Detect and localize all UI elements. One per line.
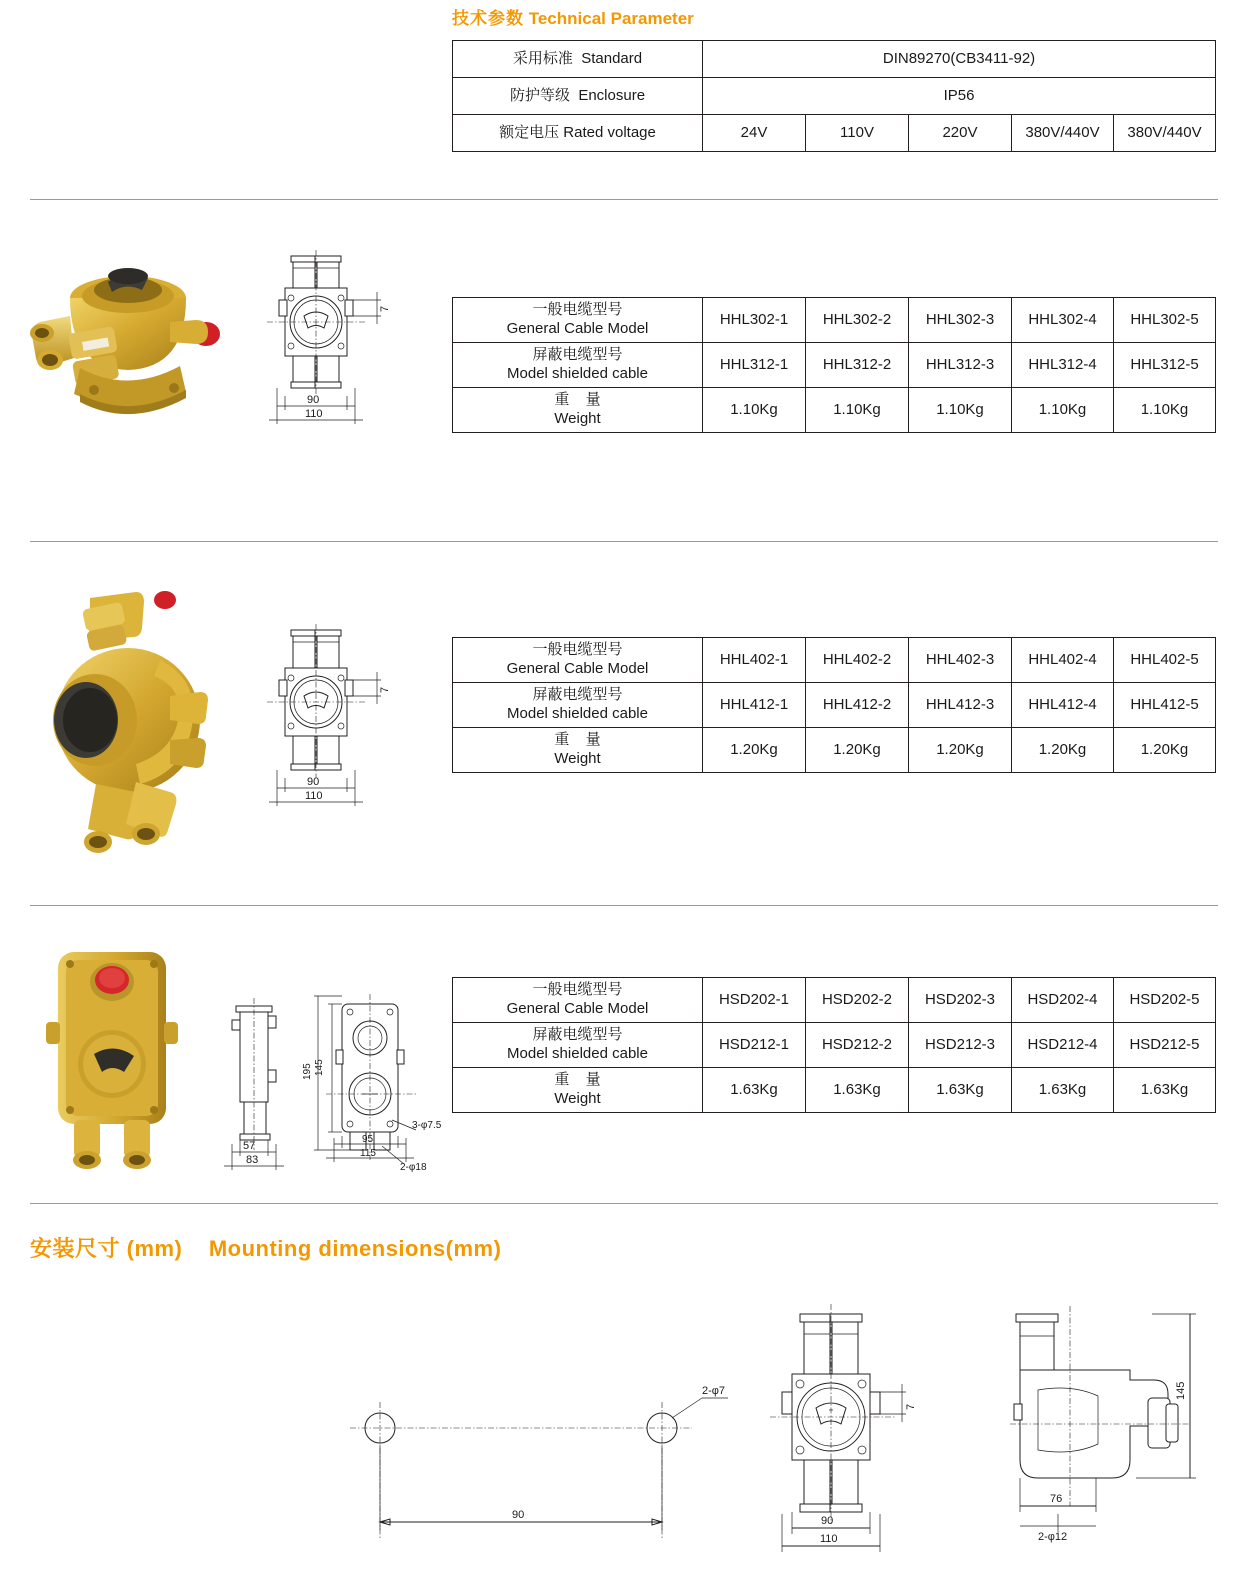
technical-parameter-title (452, 4, 694, 29)
svg-text:83: 83 (246, 1154, 259, 1166)
divider (30, 1203, 1218, 1204)
svg-text:145: 145 (1175, 1381, 1187, 1400)
svg-text:7: 7 (905, 1403, 917, 1410)
table-row (453, 41, 1216, 78)
model-cell: HHL302-1 (703, 298, 806, 343)
svg-text:90: 90 (821, 1515, 834, 1527)
weight-cell: 1.10Kg (806, 388, 909, 433)
model-cell: HHL412-3 (909, 683, 1012, 728)
model-cell: HSD202-4 (1012, 978, 1114, 1023)
weight-cell: 1.63Kg (1114, 1068, 1216, 1113)
model-cell: HHL312-1 (703, 343, 806, 388)
model-cell: HHL312-3 (909, 343, 1012, 388)
model-cell: HHL302-2 (806, 298, 909, 343)
model-cell: HSD202-2 (806, 978, 909, 1023)
weight-cell: 1.20Kg (1012, 728, 1114, 773)
mounting-title-en: Mounting dimensions(mm) (208, 1236, 502, 1261)
table-row (453, 78, 1216, 115)
table-row (453, 978, 1216, 1023)
table-row (453, 683, 1216, 728)
weight-label: 重 量 Weight (453, 1068, 703, 1113)
weight-cell: 1.20Kg (806, 728, 909, 773)
weight-cell: 1.20Kg (909, 728, 1012, 773)
svg-text:90: 90 (307, 394, 320, 406)
model-table-hhl302 (452, 297, 1216, 433)
shielded-cable-model-label: 屏蔽电缆型号 Model shielded cable (453, 683, 703, 728)
product-photo-hhl302 (20, 238, 235, 433)
table-row (453, 115, 1216, 152)
svg-text:90: 90 (512, 1509, 525, 1521)
svg-text:145: 145 (314, 1059, 325, 1076)
divider (30, 541, 1218, 542)
shielded-cable-model-label: 屏蔽电缆型号 Model shielded cable (453, 343, 703, 388)
model-cell: HHL302-3 (909, 298, 1012, 343)
model-cell: HSD212-5 (1114, 1023, 1216, 1068)
svg-text:57: 57 (243, 1140, 256, 1152)
model-cell: HHL312-2 (806, 343, 909, 388)
model-cell: HSD212-3 (909, 1023, 1012, 1068)
model-cell: HHL412-2 (806, 683, 909, 728)
svg-text:2-φ12: 2-φ12 (1038, 1531, 1068, 1543)
product-photo-hhl402 (20, 570, 235, 870)
enclosure-value: IP56 (703, 78, 1216, 115)
model-cell: HHL412-1 (703, 683, 806, 728)
model-cell: HHL402-5 (1114, 638, 1216, 683)
technical-parameter-table (452, 40, 1216, 152)
model-cell: HHL402-3 (909, 638, 1012, 683)
weight-cell: 1.20Kg (703, 728, 806, 773)
svg-text:195: 195 (302, 1063, 313, 1080)
model-cell: HSD202-5 (1114, 978, 1216, 1023)
weight-label: 重 量 Weight (453, 388, 703, 433)
model-cell: HHL302-4 (1012, 298, 1114, 343)
svg-text:2-φ18: 2-φ18 (400, 1162, 427, 1173)
svg-text:3-φ7.5: 3-φ7.5 (412, 1120, 442, 1131)
table-row (453, 728, 1216, 773)
mounting-hole-pattern (330, 1380, 750, 1580)
table-row (453, 638, 1216, 683)
general-cable-model-label: 一般电缆型号 General Cable Model (453, 978, 703, 1023)
svg-text:115: 115 (360, 1148, 376, 1159)
divider (30, 199, 1218, 200)
weight-label: 重 量 Weight (453, 728, 703, 773)
svg-text:7: 7 (379, 686, 391, 693)
weight-cell: 1.20Kg (1114, 728, 1216, 773)
rated-voltage-value: 220V (909, 115, 1012, 152)
model-cell: HSD202-3 (909, 978, 1012, 1023)
model-table-hhl402 (452, 637, 1216, 773)
model-cell: HHL402-2 (806, 638, 909, 683)
mounting-drawing-front (760, 1300, 940, 1580)
dimension-drawing-hhl302 (255, 248, 415, 443)
svg-text:76: 76 (1050, 1493, 1063, 1505)
table-row (453, 1068, 1216, 1113)
weight-cell: 1.63Kg (909, 1068, 1012, 1113)
weight-cell: 1.63Kg (806, 1068, 909, 1113)
model-cell: HHL402-4 (1012, 638, 1114, 683)
model-cell: HSD212-2 (806, 1023, 909, 1068)
mounting-drawing-side (1000, 1300, 1220, 1580)
table-row (453, 388, 1216, 433)
general-cable-model-label: 一般电缆型号 General Cable Model (453, 298, 703, 343)
weight-cell: 1.63Kg (703, 1068, 806, 1113)
weight-cell: 1.63Kg (1012, 1068, 1114, 1113)
dimension-drawing-hhl402 (255, 620, 415, 820)
model-cell: HHL312-4 (1012, 343, 1114, 388)
svg-text:95: 95 (362, 1134, 374, 1145)
model-cell: HHL412-4 (1012, 683, 1114, 728)
weight-cell: 1.10Kg (703, 388, 806, 433)
product-photo-hsd202 (30, 938, 200, 1178)
dimension-drawing-hsd202-side (210, 990, 310, 1180)
technical-parameter-title-en: Technical Parameter (528, 9, 694, 28)
dimension-drawing-hsd202-front (300, 988, 460, 1183)
svg-text:110: 110 (820, 1533, 838, 1545)
svg-text:7: 7 (379, 305, 391, 312)
model-cell: HHL312-5 (1114, 343, 1216, 388)
standard-label: 采用标准 Standard (453, 41, 703, 78)
model-cell: HHL412-5 (1114, 683, 1216, 728)
model-cell: HSD212-1 (703, 1023, 806, 1068)
svg-text:110: 110 (305, 790, 323, 802)
model-cell: HHL302-5 (1114, 298, 1216, 343)
rated-voltage-value: 380V/440V (1114, 115, 1216, 152)
model-table-hsd202 (452, 977, 1216, 1113)
table-row (453, 343, 1216, 388)
svg-text:110: 110 (305, 408, 323, 420)
rated-voltage-value: 380V/440V (1012, 115, 1114, 152)
standard-value: DIN89270(CB3411-92) (703, 41, 1216, 78)
rated-voltage-value: 24V (703, 115, 806, 152)
table-row (453, 298, 1216, 343)
model-cell: HSD202-1 (703, 978, 806, 1023)
table-row (453, 1023, 1216, 1068)
shielded-cable-model-label: 屏蔽电缆型号 Model shielded cable (453, 1023, 703, 1068)
divider (30, 905, 1218, 906)
weight-cell: 1.10Kg (909, 388, 1012, 433)
rated-voltage-label: 额定电压 Rated voltage (453, 115, 703, 152)
model-cell: HHL402-1 (703, 638, 806, 683)
svg-text:2-φ7: 2-φ7 (702, 1385, 726, 1397)
rated-voltage-value: 110V (806, 115, 909, 152)
technical-parameter-title-cn: 技术参数 (452, 9, 524, 28)
model-cell: HSD212-4 (1012, 1023, 1114, 1068)
mounting-title-cn: 安装尺寸 (mm) (30, 1236, 183, 1261)
svg-text:90: 90 (307, 776, 320, 788)
enclosure-label: 防护等级 Enclosure (453, 78, 703, 115)
weight-cell: 1.10Kg (1114, 388, 1216, 433)
general-cable-model-label: 一般电缆型号 General Cable Model (453, 638, 703, 683)
weight-cell: 1.10Kg (1012, 388, 1114, 433)
mounting-dimensions-title (30, 1232, 501, 1263)
